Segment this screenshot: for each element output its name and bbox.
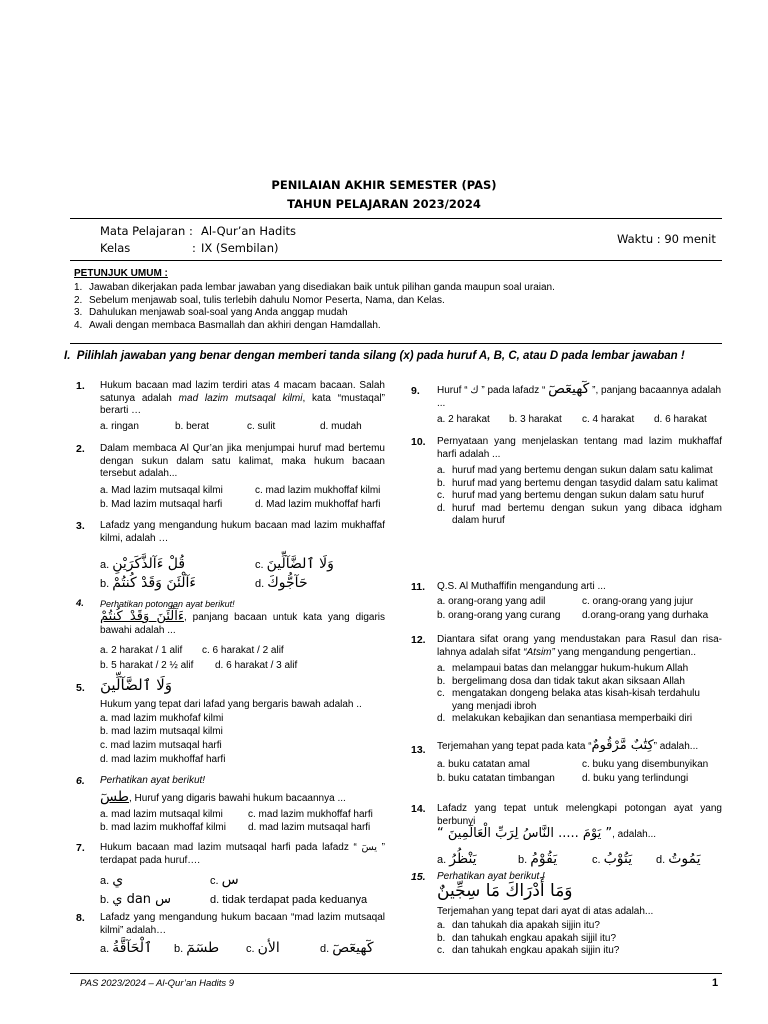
q10-option-text: huruf mad yang bertemu dengan sukun dalam satu huruf [452,490,704,501]
instruction-item [74,282,724,295]
q14-option-b-arabic: يَقُوْمُ [530,851,558,867]
q4-option-a[interactable]: a. 2 harakat / 1 alif [100,645,183,656]
q8-option-c-arabic: الأن [257,940,280,956]
q13-option-d[interactable]: d. buku yang terlindungi [582,773,689,784]
q10-option-letter: d. [437,502,446,514]
q4-stem [100,611,385,637]
q12-option-text: melampaui batas dan melanggar hukum-hukum Allah [452,663,689,674]
q14-number: 14. [411,803,426,815]
q15-stem: Terjemahan yang tepat dari ayat di atas adalah... [437,906,654,917]
q1-text: Hukum bacaan mad lazim terdiri atas 4 macam bacaan. Salah satunya adalah [100,380,385,404]
q2-stem: Dalam membaca Al Qur’an jika menjumpai huruf mad bertemu dengan sukun dalam satu kalimat, maka hukum bacaan tersebut adalah... [100,443,385,479]
q10-option-d[interactable] [437,503,722,528]
q12-option-text: melakukan kebajikan dan senantiasa memperbaiki diri [452,713,693,724]
doc-title: PENILAIAN AKHIR SEMESTER (PAS) [271,178,497,192]
q9-option-d[interactable]: d. 6 harakat [654,414,707,425]
q9-option-c[interactable]: c. 4 harakat [582,414,635,425]
q6-option-b[interactable]: b. mad lazim mukhoffaf kilmi [100,822,226,833]
q7-option-a-letter: a. [100,875,110,887]
instruction-num: 1. [74,282,83,293]
q3-option-b-arabic: ءَآلْئَنَ وَقَدْ كُنتُمْ [112,575,197,591]
q14-option-a-arabic: يَنْظُرُ [449,851,477,867]
q9-stem [437,383,722,410]
q4-number: 4. [76,598,84,609]
q4-text: , panjang bacaan untuk kata yang digaris bawahi adalah ... [100,612,385,636]
instructions-heading: PETUNJUK UMUM : [74,268,168,279]
section-num: I. [64,350,71,362]
q13-text-end: ” adalah... [653,741,699,752]
q1-option-b[interactable]: b. berat [175,421,209,432]
q3-option-b-letter: b. [100,578,110,590]
q7-option-b-arabic: ي dan س [112,892,172,907]
q1-number: 1. [76,380,85,392]
q12-text: Diantara sifat orang yang mendustakan para Rasul dan risa-lahnya adalah sifat [437,634,722,658]
subject-label: Mata Pelajaran : [100,224,193,238]
q12-option-d[interactable] [437,713,722,726]
q3-option-c[interactable] [255,556,334,572]
q14-option-d[interactable] [656,851,701,867]
q12-text-end: yang mengandung pengertian.. [554,646,697,658]
instruction-num: 2. [74,294,83,306]
q7-option-b-letter: b. [100,894,110,906]
q6-text: , Huruf yang digaris bawahi hukum bacaannya ... [129,793,346,804]
q14-arabic: “ يَوْمَ ..... النَّاسُ لِرَبِّ الْعَالَمِينَ ” [437,826,613,841]
q5-stem: Hukum yang tepat dari lafad yang bergaris bawah adalah .. [100,699,362,710]
footer-divider [70,973,722,974]
q10-option-letter: b. [437,477,446,489]
q1-text-end: , kata “mustaqal” berarti … [100,392,385,416]
footer-label: PAS 2023/2024 – Al-Qur’an Hadits 9 [80,978,235,989]
instructions-list [74,282,724,332]
q12-option-b[interactable] [437,676,722,689]
instruction-num: 3. [74,307,83,318]
q6-option-a[interactable]: a. mad lazim mutsaqal kilmi [100,809,223,820]
q12-option-text: bergelimang dosa dan tidak takut akan siksaan Allah [452,675,685,687]
doc-subtitle: TAHUN PELAJARAN 2023/2024 [287,197,481,211]
q15-arabic: وَمَا أَدْرَاكَ مَا سِجِّينٌ [437,881,573,901]
q15-option-a[interactable] [437,920,722,933]
q3-stem: Lafadz yang mengandung hukum bacaan mad lazim mukhaffaf kilmi, adalah … [100,520,385,544]
instruction-text: Awali dengan membaca Basmallah dan akhiri dengan Hamdallah. [89,319,381,331]
q8-option-c-letter: c. [246,943,255,955]
q11-option-b[interactable]: b. orang-orang yang curang [437,610,561,621]
q9-arabic: كٓهيعٓصٓ [548,381,590,397]
q5-arabic: وَلَا ٱلضَّآلِّينَ [100,676,173,694]
q15-option-text: dan tahukah engkau apakah sijjil itu? [452,932,617,944]
q8-option-d[interactable] [320,940,374,956]
q10-option-c[interactable] [437,490,722,503]
q2-number: 2. [76,443,85,455]
q7-option-d[interactable]: d. tidak terdapat pada keduanya [210,894,368,906]
q2-option-d[interactable]: d. Mad lazim mukhoffaf harfi [255,499,381,510]
q4-option-c[interactable]: c. 6 harakat / 2 alif [202,645,284,656]
q15-intro: Perhatikan ayat berikut ! [437,871,545,882]
q8-option-b[interactable] [174,940,219,956]
q14-option-d-letter: d. [656,854,666,866]
q15-option-letter: a. [437,920,446,931]
class-value: IX (Sembilan) [201,241,279,255]
q15-number: 15. [411,871,426,883]
q10-option-a[interactable] [437,465,722,478]
q8-option-a-arabic: ٱلْحَآقَّةُ [112,940,153,956]
q8-option-d-arabic: كٓهيعٓصٓ [332,940,374,956]
q12-option-a[interactable] [437,663,722,676]
q1-stem [100,380,385,418]
q11-option-d[interactable]: d.orang-orang yang durhaka [582,610,709,621]
q8-option-b-letter: b. [174,943,184,955]
q14-option-a[interactable] [437,851,477,867]
instruction-text: Sebelum menjawab soal, tulis terlebih dahulu Nomor Peserta, Nama, dan Kelas. [89,294,445,306]
q13-option-c[interactable]: c. buku yang disembunyikan [582,759,709,770]
q9-number: 9. [411,385,420,397]
q1-option-c[interactable]: c. sulit [247,421,276,432]
q15-option-letter: c. [437,945,445,956]
page-number: 1 [712,977,719,989]
q10-option-text: huruf mad yang bertemu dengan sukun dalam satu kalimat [452,465,713,476]
header-divider-bottom [70,260,722,261]
q10-stem: Pernyataan yang menjelaskan tentang mad lazim mukhaffaf harfi adalah ... [437,436,722,460]
q8-option-d-letter: d. [320,943,330,955]
q15-option-c[interactable] [437,945,722,958]
q14-option-c-arabic: يَتُوْبُ [603,851,633,867]
q1-term: mad lazim mutsaqal kilmi [178,392,303,404]
q10-option-text: huruf mad bertemu dengan sukun yang dibaca idgham dalam huruf [452,502,722,526]
q3-option-c-letter: c. [255,559,264,571]
instruction-text: Dahulukan menjawab soal-soal yang Anda anggap mudah [89,307,348,318]
q2-option-b[interactable]: b. Mad lazim mutsaqal harfi [100,499,223,510]
q6-option-d[interactable]: d. mad lazim mutsaqal harfi [248,822,371,833]
q9-option-b[interactable]: b. 3 harakat [509,414,562,425]
q12-option-letter: d. [437,713,446,724]
q8-option-a[interactable] [100,940,152,956]
q3-option-b[interactable] [100,575,196,591]
q14-option-a-letter: a. [437,854,447,866]
q6-number: 6. [76,775,85,787]
q4-option-d[interactable]: d. 6 harakat / 3 alif [215,660,298,671]
q12-option-text: mengatakan dongeng belaka atas kisah-kisah terdahulu yang menjadi ibroh [452,688,700,712]
q3-option-a-arabic: قُلْ ءَآلذَّكَرَيْنِ [112,556,186,572]
q8-option-b-arabic: طسٓمٓ [186,940,220,956]
q4-option-b[interactable]: b. 5 harakat / 2 ½ alif [100,660,194,671]
section-text: Pilihlah jawaban yang benar dengan memberi tanda silang (x) pada huruf A, B, C, atau D pada lembar jawaban ! [76,350,685,362]
q14-verse [437,828,656,842]
q6-stem [100,791,390,806]
q11-option-a[interactable]: a. orang-orang yang adil [437,596,546,607]
q3-option-a-letter: a. [100,559,110,571]
q13-stem [437,740,727,754]
q5-option-a[interactable]: a. mad lazim mukhofaf kilmi [100,713,224,724]
q13-option-a[interactable]: a. buku catatan amal [437,759,530,770]
q12-option-letter: a. [437,663,446,674]
q8-option-a-letter: a. [100,943,110,955]
q7-option-c-letter: c. [210,875,219,887]
q9-text-end: ”, panjang bacaannya adalah ... [437,385,722,409]
q8-stem: Lafadz yang mengandung hukum bacaan “mad lazim mutsaqal kilmi” adalah… [100,912,385,936]
q9-option-a[interactable]: a. 2 harakat [437,414,490,425]
q11-stem: Q.S. Al Muthaffifin mengandung arti ... [437,581,606,592]
q15-option-b[interactable] [437,933,722,946]
q13-number: 13. [411,744,426,756]
q5-option-c[interactable]: c. mad lazim mutsaqal harfi [100,740,222,751]
q3-number: 3. [76,520,85,532]
q14-option-b-letter: b. [518,854,528,866]
q10-option-text: huruf mad yang bertemu dengan tasydid dalam satu kalimat [452,477,718,489]
q14-option-b[interactable] [518,851,557,867]
header-divider-top [70,218,722,219]
q3-option-c-arabic: وَلَا ٱلضَّآلِّينَ [266,556,334,572]
q13-text: Terjemahan yang tepat pada kata “ [437,741,592,752]
q10-option-letter: c. [437,490,445,501]
q3-option-d[interactable] [255,575,308,591]
q8-number: 8. [76,912,85,924]
q10-number: 10. [411,436,426,448]
q12-option-letter: c. [437,688,445,699]
q2-option-a[interactable]: a. Mad lazim mutsaqal kilmi [100,485,223,496]
q7-option-b[interactable] [100,892,171,907]
q12-option-c[interactable] [437,688,722,713]
q3-option-d-arabic: حَآجُّوكَ [267,575,308,591]
q7-number: 7. [76,842,85,854]
instruction-text: Jawaban dikerjakan pada lembar jawaban yang disediakan baik untuk pilihan ganda maupun soal uraian. [89,282,555,293]
q15-option-text: dan tahukah dia apakah sijjin itu? [452,920,600,931]
q8-option-c[interactable] [246,940,280,956]
q14-option-c-letter: c. [592,854,601,866]
instructions-divider [70,343,722,344]
q5-number: 5. [76,682,85,694]
q6-option-c[interactable]: c. mad lazim mukhoffaf harfi [248,809,373,820]
time-info: Waktu : 90 menit [617,232,716,246]
q14-stem: Lafadz yang tepat untuk melengkapi potongan ayat yang berbunyi [437,803,722,827]
q7-option-c[interactable] [210,872,239,888]
q12-option-letter: b. [437,675,446,687]
instruction-item [74,295,724,308]
q15-option-letter: b. [437,932,446,944]
q15-options [437,920,722,958]
q5-option-d[interactable]: d. mad lazim mukhoffaf harfi [100,754,226,765]
q7-option-a-arabic: ي [112,872,124,888]
q15-option-text: dan tahukah engkau apakah sijjin itu? [452,945,620,956]
q10-options [437,465,722,528]
q13-arabic: كِتَٰبٌ مَّرْقُومٌ [591,738,654,753]
q12-options [437,663,722,726]
q14-option-d-arabic: يَمُوتُ [668,851,701,867]
q12-number: 12. [411,634,426,646]
q6-intro: Perhatikan ayat berikut! [100,775,206,786]
q11-number: 11. [411,581,426,593]
q7-stem: Hukum bacaan mad lazim mutsaqal harfi pada lafadz “ يسٓ ” terdapat pada huruf…. [100,842,386,866]
q1-option-a[interactable]: a. ringan [100,421,139,432]
q5-option-b[interactable]: b. mad lazim mutsaqal kilmi [100,726,223,737]
q10-option-b[interactable] [437,478,722,491]
q4-arabic: ءَآلْئَنَ وَقَدْ كُنتُمْ [100,609,184,624]
section-heading [64,350,685,362]
q7-option-c-arabic: س [221,872,239,888]
q14-text-end: , adalah... [612,829,657,840]
q12-stem [437,634,722,659]
q10-option-letter: a. [437,465,446,476]
q13-option-b[interactable]: b. buku catatan timbangan [437,773,555,784]
subject-value: Al-Qur’an Hadits [201,224,297,238]
q14-option-c[interactable] [592,851,632,867]
q3-option-a[interactable] [100,556,185,572]
q7-option-a[interactable] [100,872,123,888]
q11-option-c[interactable]: c. orang-orang yang jujur [582,596,694,607]
q12-term: “Atsim” [523,646,555,658]
instruction-num: 4. [74,319,83,331]
instruction-item [74,320,724,333]
q2-option-c[interactable]: c. mad lazim mukhoffaf kilmi [255,485,381,496]
class-label: Kelas [100,241,131,255]
q4-intro: Perhatikan potongan ayat berikut! [100,599,235,609]
q9-text: Huruf “ ك ” pada lafadz “ [437,385,546,396]
q1-option-d[interactable]: d. mudah [320,421,362,432]
class-sep: : [192,241,196,255]
q6-arabic: طسٓ [100,789,129,805]
q3-option-d-letter: d. [255,578,265,590]
instruction-item [74,307,724,320]
